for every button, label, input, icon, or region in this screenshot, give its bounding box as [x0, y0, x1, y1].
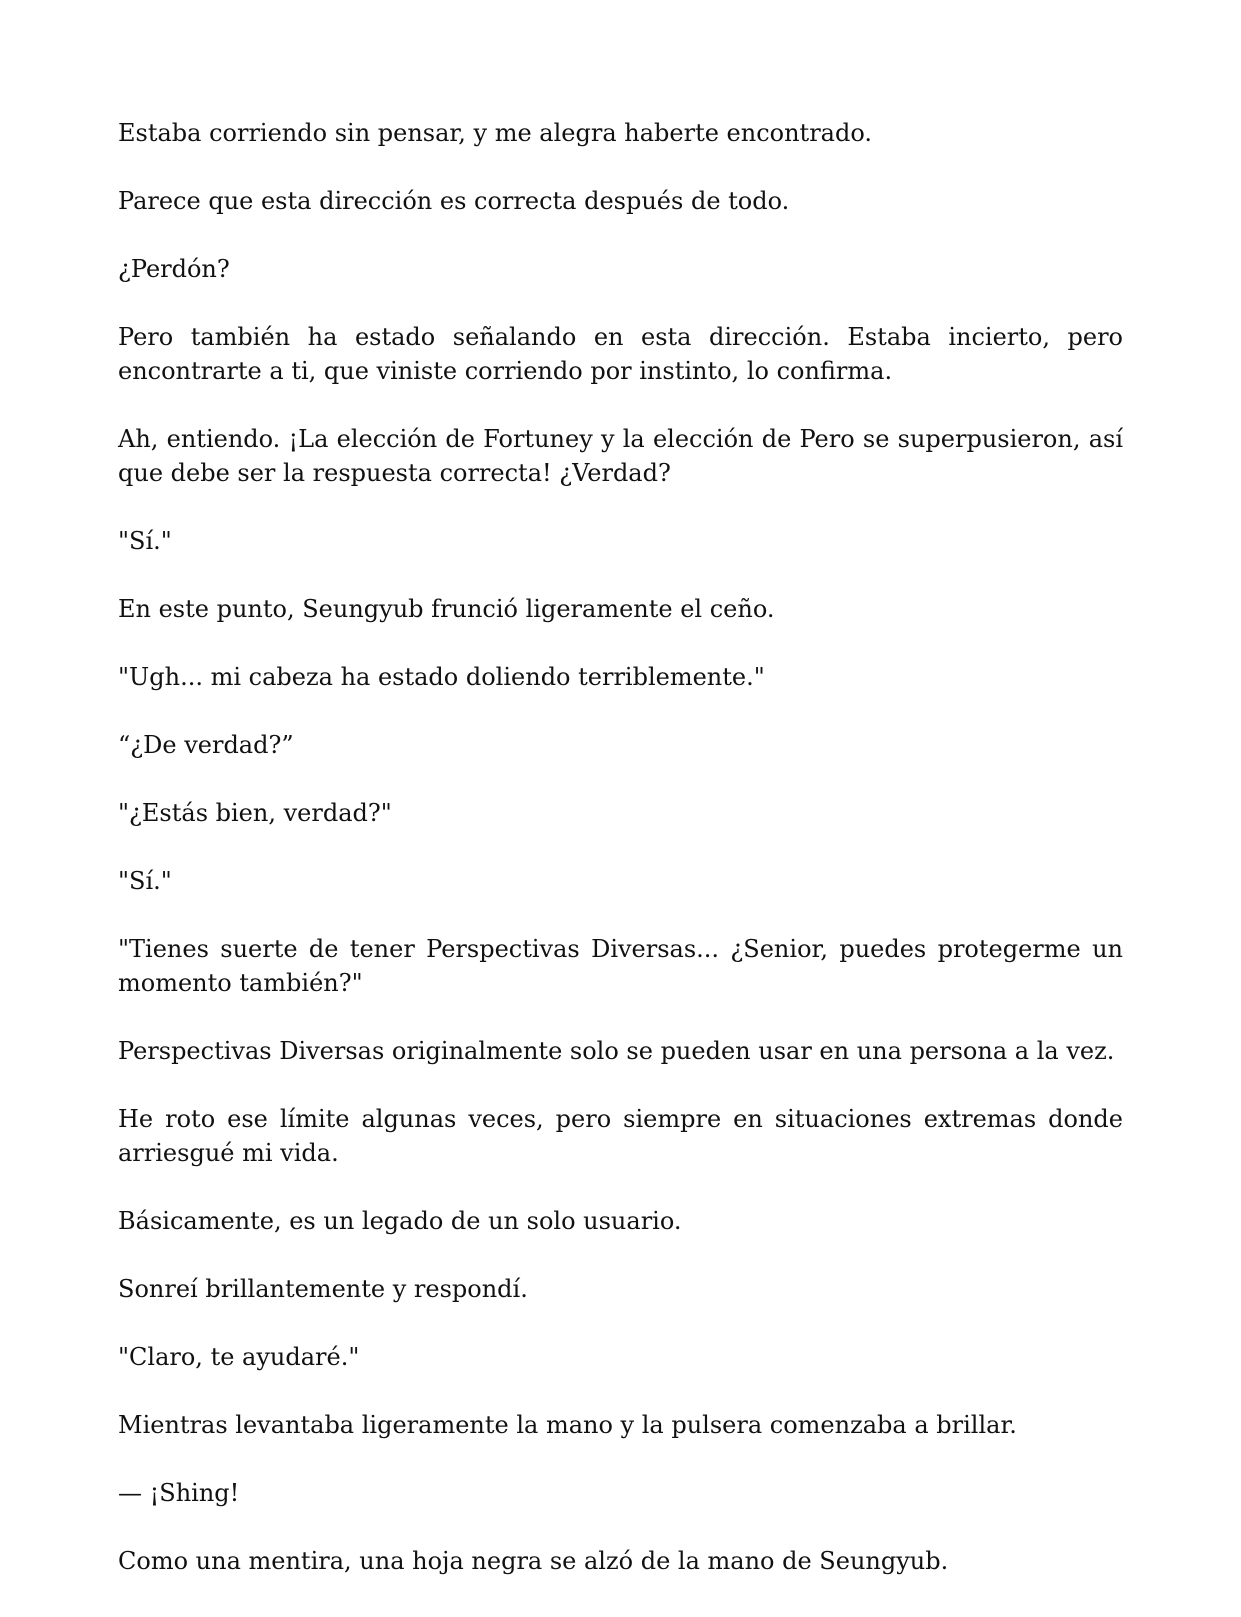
paragraph: — ¡Shing!: [118, 1479, 240, 1507]
paragraph: "¿Estás bien, verdad?": [118, 799, 392, 827]
paragraph: Mientras levantaba ligeramente la mano y la pulsera comenzaba a brillar.: [118, 1411, 1017, 1439]
document-body: [118, 116, 1123, 1578]
paragraph: "Sí.": [118, 527, 172, 555]
paragraph: "Ugh... mi cabeza ha estado doliendo terriblemente.": [118, 663, 765, 691]
paragraph: En este punto, Seungyub frunció ligeramente el ceño.: [118, 595, 775, 623]
paragraph: Ah, entiendo. ¡La elección de Fortuney y la elección de Pero se superpusieron, así que debe ser la respuesta correcta! ¿Verdad?: [118, 425, 1123, 487]
paragraph: Sonreí brillantemente y respondí.: [118, 1275, 528, 1303]
paragraph: "Tienes suerte de tener Perspectivas Diversas... ¿Senior, puedes protegerme un momento también?": [118, 935, 1123, 997]
paragraph: Como una mentira, una hoja negra se alzó de la mano de Seungyub.: [118, 1547, 949, 1575]
paragraph: Básicamente, es un legado de un solo usuario.: [118, 1207, 682, 1235]
paragraph: Estaba corriendo sin pensar, y me alegra haberte encontrado.: [118, 119, 872, 147]
paragraph: He roto ese límite algunas veces, pero siempre en situaciones extremas donde arriesgué mi vida.: [118, 1105, 1123, 1167]
paragraph: “¿De verdad?”: [118, 731, 294, 759]
paragraph: "Claro, te ayudaré.": [118, 1343, 360, 1371]
paragraph: ¿Perdón?: [118, 255, 230, 283]
paragraph: Pero también ha estado señalando en esta dirección. Estaba incierto, pero encontrarte a ti, que viniste corriendo por instinto, lo confirma.: [118, 323, 1123, 385]
paragraph: Parece que esta dirección es correcta después de todo.: [118, 187, 790, 215]
paragraph: "Sí.": [118, 867, 172, 895]
paragraph: Perspectivas Diversas originalmente solo se pueden usar en una persona a la vez.: [118, 1037, 1115, 1065]
